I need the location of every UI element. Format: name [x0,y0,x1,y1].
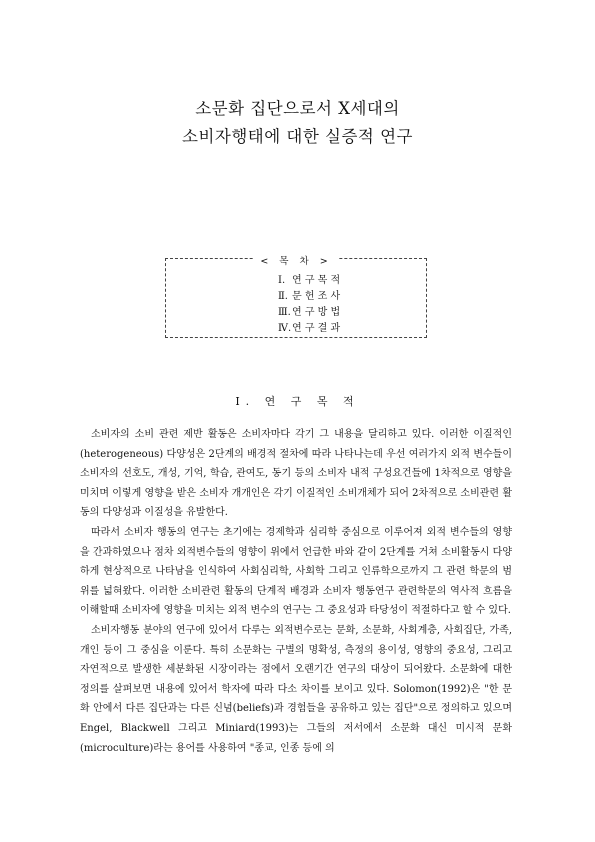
toc-item[interactable]: Ⅲ.연 구 방 법 [278,307,341,318]
title-line-1: 소문화 집단으로서 X세대의 [195,99,400,118]
document-title [0,95,595,151]
toc-item[interactable]: Ⅱ. 문 헌 조 사 [278,291,341,302]
table-of-contents [165,258,427,338]
paragraph: 소비자의 소비 관련 제반 활동은 소비자마다 각기 그 내용을 달리하고 있다. 이러한 이질적인(heterogeneous) 다양성은 2단계의 배경적 절차에 따라 나타나는데 우선 여러가지 외적 변수들이 소비자의 선호도, 개성, 기억, 학습, 관여도, 동기 등의 소비자 내적 구성요건들에 1차적으로 영향을 미치며 이렇게 영향을 받은 소비자 개개인은 각기 이질적인 소비개체가 되어 2차적으로 소비관련 활동의 다양성과 이질성을 유발한다. [80,429,512,519]
toc-item[interactable]: Ⅰ. 연 구 목 적 [278,275,341,286]
section-heading: Ⅰ. 연 구 목 적 [235,395,360,408]
paragraph: 소비자행동 분야의 연구에 있어서 다루는 외적변수로는 문화, 소문화, 사회계층, 사회집단, 가족, 개인 등이 그 중심을 이룬다. 특히 소문화는 구별의 명확성, 측정의 용이성, 영향의 중요성, 그리고 자연적으로 발생한 세분화된 시장이라는 점에서 오랜기간 연구의 대상이 되어왔다. 소문화에 대한 정의를 살펴보면 내용에 있어서 학자에 따라 다소 차이를 보이고 있다. Solomon(1992)은 "한 문화 안에서 다른 집단과는 다른 신념(beliefs)과 경험들을 공유하고 있는 집단"으로 정의하고 있으며 Engel, Blackwell 그리고 Miniard(1993)는 그들의 저서에서 소문화 대신 미시적 문화(microculture)라는 용어를 사용하여 "종교, 인종 등에 의 [80,624,512,754]
section-body [80,425,512,758]
toc-item[interactable]: Ⅳ.연 구 결 과 [278,323,341,334]
title-line-2: 소비자행태에 대한 실증적 연구 [182,127,413,146]
paragraph: 따라서 소비자 행동의 연구는 초기에는 경제학과 심리학 중심으로 이루어져 외적 변수들의 영향을 간과하였으나 점차 외적변수들의 영향이 위에서 언급한 바와 같이 2단계를 거쳐 소비활동시 다양하게 현상적으로 나타남을 인식하여 사회심리학, 사회학 그리고 인류학으로까지 그 관련 학문의 범위를 넓혀왔다. 이러한 소비관련 활동의 단계적 배경과 소비자 행동연구 관련학문의 역사적 흐름을 이해할때 소비자에 영향을 미치는 외적 변수의 연구는 그 중요성과 타당성이 적절하다고 할 수 있다. [80,526,512,617]
toc-heading: < 목 차 > [254,256,337,267]
toc-list [278,273,340,337]
